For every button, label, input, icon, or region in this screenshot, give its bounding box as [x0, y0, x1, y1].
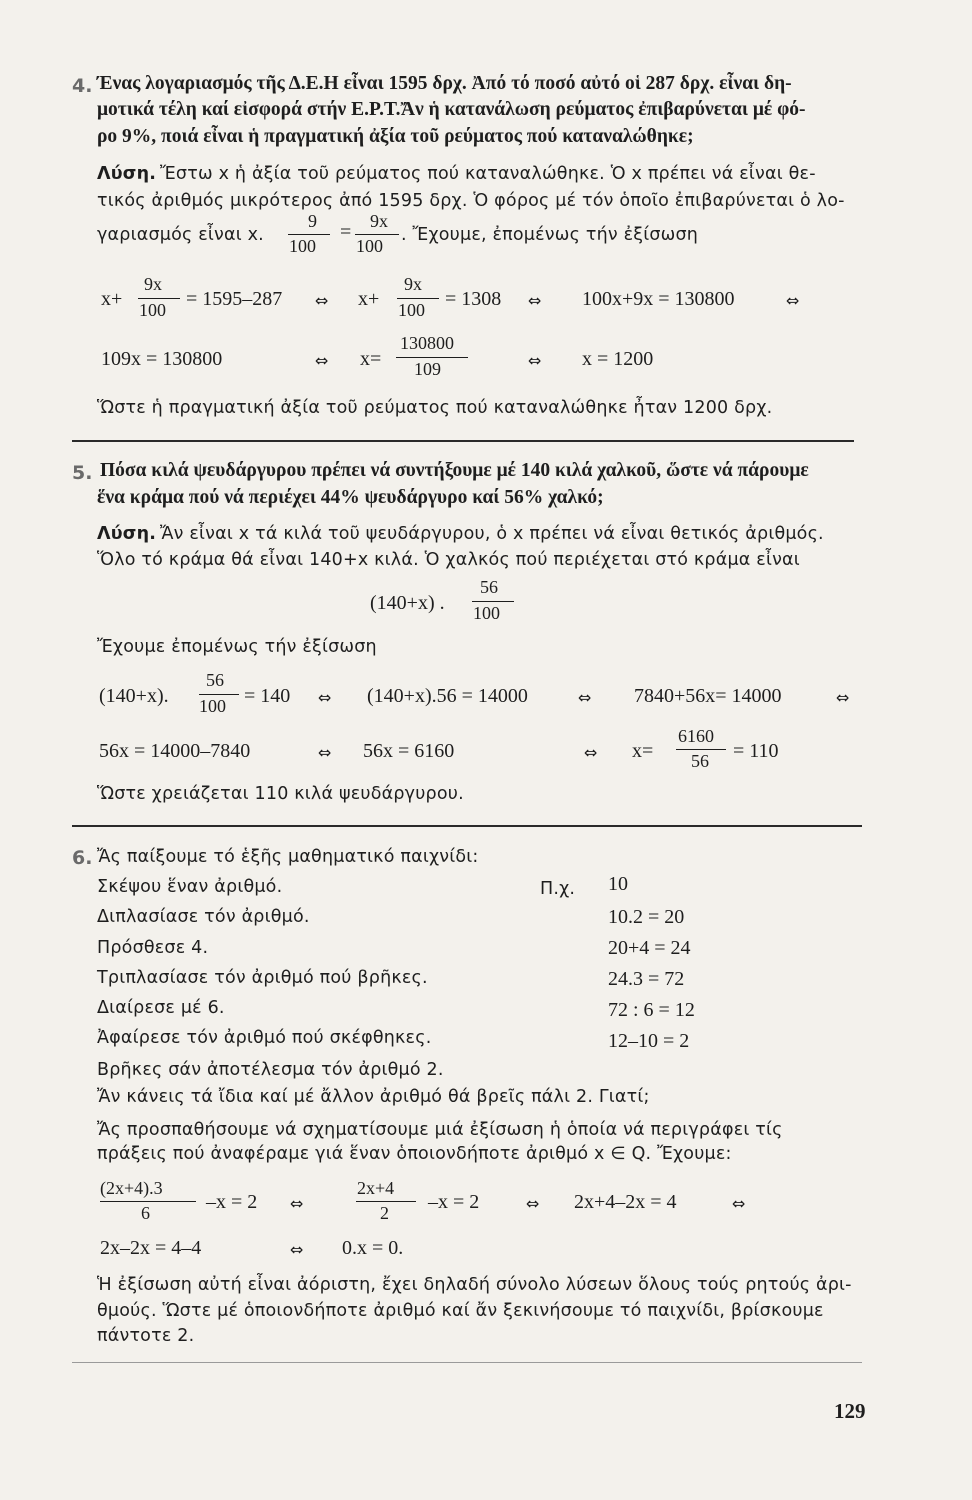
question-line: ἕνα κράμα πού νά περιέχει 44% ψευδάργυρο καί 56% χαλκό;: [97, 487, 604, 508]
text-line: Ἄν κάνεις τά ἴδια καί μέ ἄλλον ἀριθμό θά βρεῖς πάλι 2. Γιατί;: [97, 1087, 650, 1107]
conclusion: Ὥστε χρειάζεται 110 κιλά ψευδάργυρου.: [97, 784, 464, 804]
question-line: Ένας λογαριασμός τῆς Δ.Ε.Η εἶναι 1595 δρχ. Ἀπό τό ποσό αὐτό οἱ 287 δρχ. εἶναι δη-: [97, 73, 792, 94]
step-calc: 72 : 6 = 12: [608, 999, 695, 1021]
equation-term: = 1595–287: [186, 288, 283, 310]
equation-term: –x = 2: [428, 1191, 480, 1213]
problem-number: 5.: [72, 462, 93, 484]
equation-term: = 140: [244, 685, 291, 707]
intro-line: Ἄς παίξουμε τό ἑξῆς μαθηματικό παιχνίδι:: [97, 847, 479, 867]
solution-label: Λύση.: [97, 524, 157, 544]
step-calc: 24.3 = 72: [608, 968, 685, 990]
fraction-numerator: (2x+4).3: [100, 1178, 163, 1198]
equivalence-icon: ⇔: [732, 1194, 746, 1213]
equation-term: 56x = 6160: [363, 740, 455, 762]
equation-term: 2x–2x = 4–4: [100, 1237, 202, 1259]
step-text: Ἀφαίρεσε τόν ἀριθμό πού σκέφθηκες.: [97, 1028, 432, 1048]
solution-line: Ὅλο τό κράμα θά εἶναι 140+x κιλά. Ὁ χαλκός πού περιέχεται στό κράμα εἶναι: [97, 550, 800, 570]
fraction-numerator: 56: [480, 577, 498, 597]
text-line: Βρῆκες σάν ἀποτέλεσμα τόν ἀριθμό 2.: [97, 1060, 444, 1080]
fraction-denominator: 100: [289, 236, 316, 256]
fraction-numerator: 9x: [404, 274, 422, 294]
equation-term: 2x+4–2x = 4: [574, 1191, 677, 1213]
fraction-denominator: 109: [414, 359, 441, 379]
step-calc: 10: [608, 873, 628, 895]
equivalence-icon: ⇔: [318, 688, 332, 707]
section-divider: [72, 825, 862, 827]
equivalence-icon: ⇔: [528, 351, 542, 370]
fraction-numerator: 9: [308, 211, 317, 231]
equation-term: (140+x).56 = 14000: [367, 685, 528, 707]
question-line: ρο 9%, ποιά εἶναι ἡ πραγματική ἀξία τοῦ ρεύματος πού καταναλώθηκε;: [97, 126, 694, 147]
fraction-numerator: 6160: [678, 726, 714, 746]
fraction-numerator: 56: [206, 670, 224, 690]
equation-term: –x = 2: [206, 1191, 258, 1213]
step-text: Τριπλασίασε τόν ἀριθμό πού βρῆκες.: [97, 968, 428, 988]
equivalence-icon: ⇔: [526, 1194, 540, 1213]
solution-label: Λύση.: [97, 164, 157, 184]
equation-term: x+: [101, 288, 123, 310]
equation-term: = 1308: [445, 288, 502, 310]
text-line: Ἄς προσπαθήσουμε νά σχηματίσουμε μιά ἐξίσωση ἡ ὁποία νά περιγράφει τίς: [97, 1120, 783, 1140]
equation-term: 0.x = 0.: [342, 1237, 404, 1259]
question-line: Πόσα κιλά ψευδάργυρου πρέπει νά συντήξουμε μέ 140 κιλά χαλκοῦ, ὥστε νά πάρουμε: [100, 460, 809, 481]
equation-term: x+: [358, 288, 380, 310]
fraction-numerator: 9x: [370, 211, 388, 231]
step-text: Διπλασίασε τόν ἀριθμό.: [97, 907, 310, 927]
equivalence-icon: ⇔: [318, 743, 332, 762]
equivalence-icon: ⇔: [315, 291, 329, 310]
question-line: μοτικά τέλη καί εἰσφορά στήν Ε.Ρ.Τ.Ἄν ἡ κατανάλωση ρεύματος ἐπιβαρύνεται μέ φό-: [97, 99, 806, 120]
equivalence-icon: ⇔: [584, 743, 598, 762]
equation-term: x = 1200: [582, 348, 654, 370]
solution-line: Ἔχουμε ἐπομένως τήν ἐξίσωση: [97, 637, 377, 657]
conclusion-line: Ἡ ἐξίσωση αὐτή εἶναι ἀόριστη, ἔχει δηλαδή σύνολο λύσεων ὅλους τούς ρητούς ἀρι-: [97, 1275, 852, 1295]
equation-term: 56x = 14000–7840: [99, 740, 251, 762]
problem-number: 4.: [72, 75, 93, 97]
fraction-numerator: 9x: [144, 274, 162, 294]
equation-term: = 110: [733, 740, 779, 762]
step-text: Πρόσθεσε 4.: [97, 938, 209, 958]
example-label: Π.χ.: [540, 879, 576, 899]
equivalence-icon: ⇔: [315, 351, 329, 370]
step-calc: 20+4 = 24: [608, 937, 691, 959]
text-line: πράξεις πού ἀναφέραμε γιά ἕναν ὁποιονδήποτε ἀριθμό x ∈ Q. Ἔχουμε:: [97, 1144, 732, 1164]
equation-term: 7840+56x= 14000: [634, 685, 782, 707]
fraction-numerator: 2x+4: [357, 1178, 395, 1198]
equivalence-icon: ⇔: [836, 688, 850, 707]
fraction-denominator: 100: [139, 300, 166, 320]
equation-term: 100x+9x = 130800: [582, 288, 735, 310]
conclusion: Ὥστε ἡ πραγματική ἀξία τοῦ ρεύματος πού καταναλώθηκε ἦταν 1200 δρχ.: [97, 398, 773, 418]
fraction-denominator: 100: [398, 300, 425, 320]
solution-line: τικός ἀριθμός μικρότερος ἀπό 1595 δρχ. Ὁ φόρος μέ τόν ὁποῖο ἐπιβαρύνεται ὁ λο-: [97, 191, 845, 211]
solution-line: γαριασμός εἶναι x.: [97, 225, 264, 245]
step-calc: 10.2 = 20: [608, 906, 685, 928]
fraction-denominator: 100: [473, 603, 500, 623]
conclusion-line: θμούς. Ὥστε μέ ὁποιονδήποτε ἀριθμό καί ἄν ξεκινήσουμε τό παιχνίδι, βρίσκουμε: [97, 1301, 824, 1321]
equivalence-icon: ⇔: [578, 688, 592, 707]
section-divider: [72, 440, 854, 442]
equation-term: x=: [632, 740, 654, 762]
problem-number: 6.: [72, 847, 93, 869]
solution-line: Ἔστω x ἡ ἀξία τοῦ ρεύματος πού καταναλώθηκε. Ὁ x πρέπει νά εἶναι θε-: [160, 164, 816, 184]
step-text: Διαίρεσε μέ 6.: [97, 998, 225, 1018]
page-number: 129: [834, 1399, 866, 1423]
solution-line: Ἄν εἶναι x τά κιλά τοῦ ψευδάργυρου, ὁ x πρέπει νά εἶναι θετικός ἀριθμός.: [160, 524, 824, 544]
fraction-denominator: 100: [199, 696, 226, 716]
equivalence-icon: ⇔: [528, 291, 542, 310]
equivalence-icon: ⇔: [290, 1240, 304, 1259]
section-divider: [72, 1362, 862, 1363]
fraction-numerator: 130800: [400, 333, 454, 353]
step-calc: 12–10 = 2: [608, 1030, 690, 1052]
conclusion-line: πάντοτε 2.: [97, 1326, 195, 1346]
fraction-denominator: 2: [380, 1203, 389, 1223]
equation-term: 109x = 130800: [101, 348, 223, 370]
step-text: Σκέψου ἕναν ἀριθμό.: [97, 877, 283, 897]
solution-line: . Ἔχουμε, ἐπομένως τήν ἐξίσωση: [401, 225, 699, 245]
equation-term: (140+x).: [99, 685, 169, 707]
fraction-denominator: 100: [356, 236, 383, 256]
equals-sign: =: [340, 221, 352, 243]
expression: (140+x) .: [370, 592, 445, 614]
fraction-denominator: 56: [691, 751, 709, 771]
equation-term: x=: [360, 348, 382, 370]
equivalence-icon: ⇔: [290, 1194, 304, 1213]
fraction-denominator: 6: [141, 1203, 150, 1223]
equivalence-icon: ⇔: [786, 291, 800, 310]
